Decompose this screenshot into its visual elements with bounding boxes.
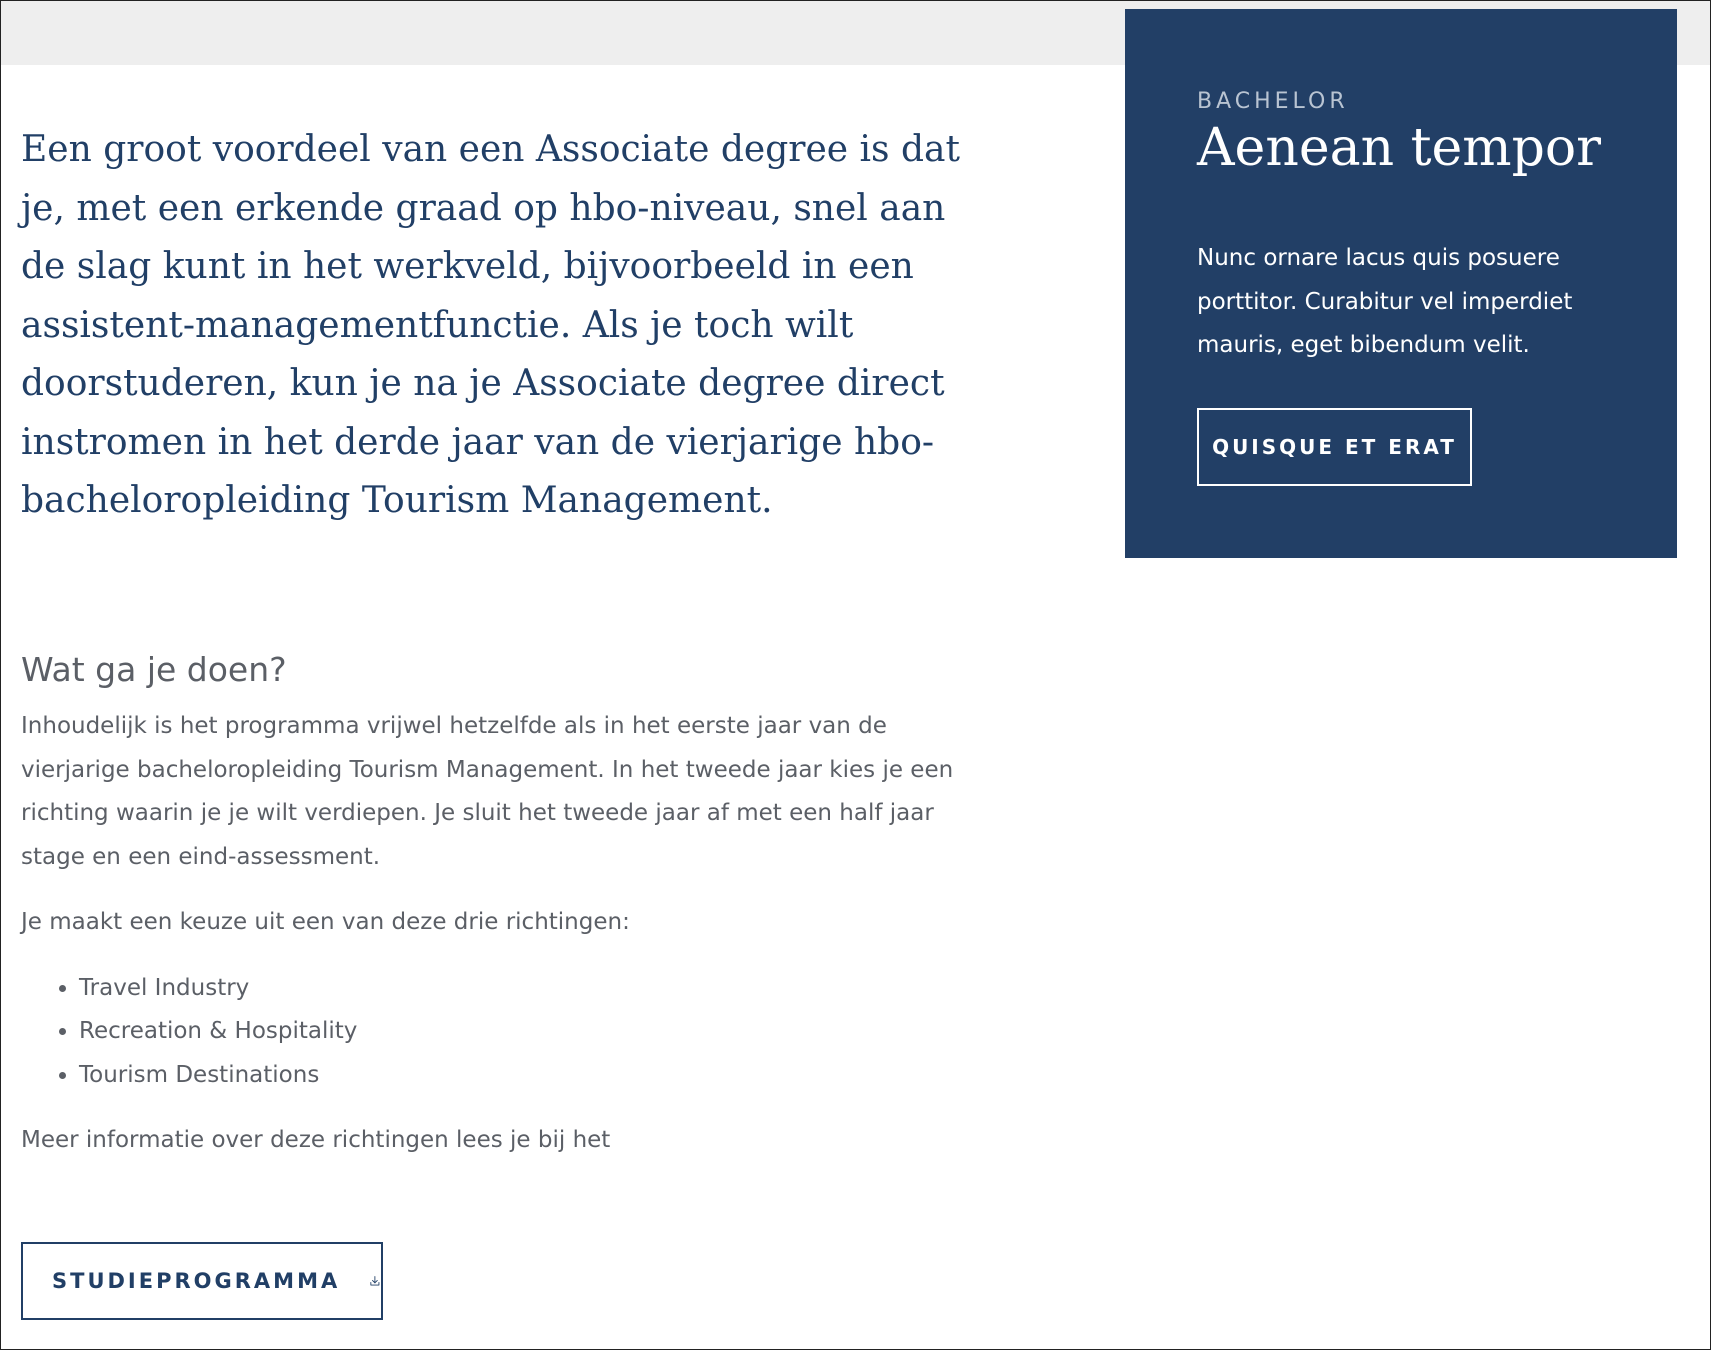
section-title: Wat ga je doen? [21,650,287,689]
list-item-tourism-destinations: • Tourism Destinations [79,1054,981,1098]
section-paragraph-1: Inhoudelijk is het programma vrijwel hetzelfde als in het eerste jaar van de vierjarige bacheloropleiding Tourism Management. In het tweede jaar kies je een richting waarin je je wilt verdiepen. Je sluit het tweede jaar af met een half jaar stage en een eind-assessment. [21,713,954,870]
section-body [21,705,981,1163]
quisque-et-erat-button[interactable]: QUISQUE ET ERAT [1197,408,1472,486]
richtingen-list [21,967,981,1098]
card-eyebrow: BACHELOR [1197,89,1349,114]
card-text: Nunc ornare lacus quis posuere porttitor. Curabitur vel imperdiet mauris, eget bibendum velit. [1197,245,1573,358]
intro-text: Een groot voordeel van een Associate degree is dat je, met een erkende graad op hbo-niveau, snel aan de slag kunt in het werkveld, bijvoorbeeld in een assistent-managementfunctie. Als je toch wilt doorstuderen, kun je na je Associate degree direct instromen in het derde jaar van de vierjarige hbo-bacheloropleiding Tourism Management. [21,129,960,521]
card-title: Aenean tempor [1197,118,1602,178]
section-paragraph-3: Meer informatie over deze richtingen lees je bij het [21,1127,611,1153]
list-item-travel-industry: • Travel Industry [79,967,981,1011]
list-item-recreation-hospitality: • Recreation & Hospitality [79,1010,981,1054]
download-button-label: STUDIEPROGRAMMA [52,1268,341,1293]
bachelor-promo-card [1125,9,1677,558]
download-icon [369,1265,381,1297]
studieprogramma-download-button[interactable] [21,1242,383,1320]
section-paragraph-2: Je maakt een keuze uit een van deze drie richtingen: [21,909,630,935]
